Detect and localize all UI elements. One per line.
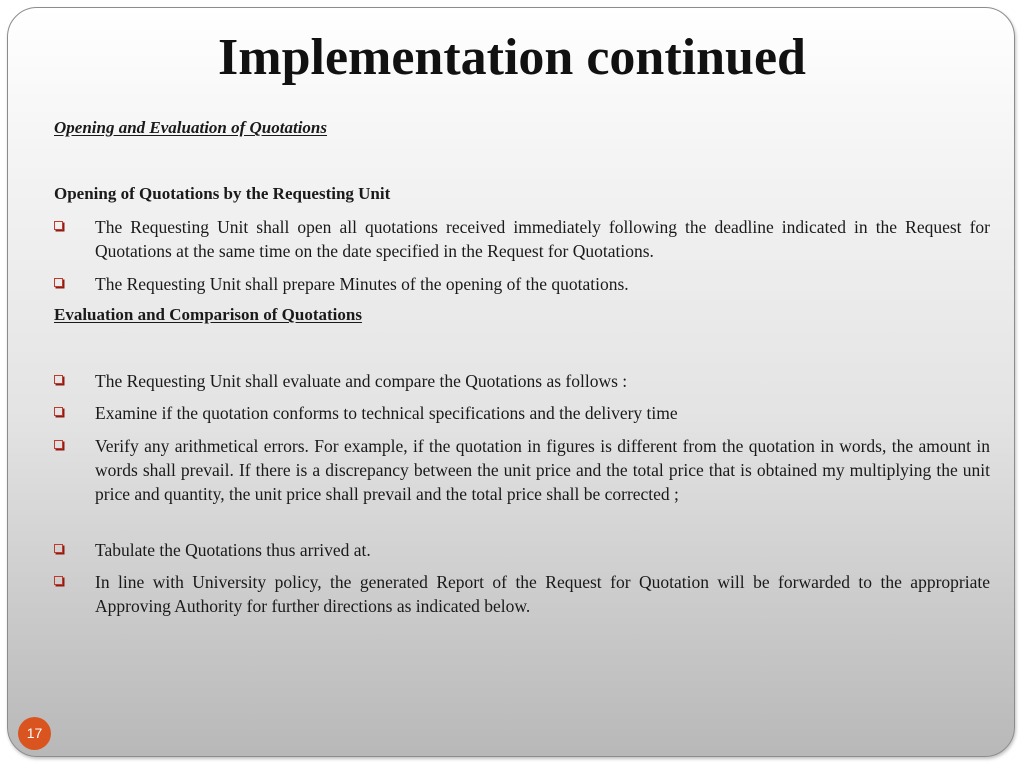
square-bullet-icon	[54, 576, 63, 585]
list-item-text: The Requesting Unit shall prepare Minutes of the opening of the quotations.	[95, 274, 629, 294]
slide-subtitle: Opening and Evaluation of Quotations	[54, 118, 328, 137]
list-item-text: The Requesting Unit shall evaluate and compare the Quotations as follows :	[95, 371, 628, 391]
square-bullet-icon	[54, 407, 63, 416]
section-heading-evaluation: Evaluation and Comparison of Quotations	[54, 305, 362, 324]
slide	[7, 7, 1015, 757]
list-item-text: Examine if the quotation conforms to technical specifications and the delivery time	[95, 403, 678, 423]
list-item-text: Tabulate the Quotations thus arrived at.	[95, 540, 371, 560]
square-bullet-icon	[54, 278, 63, 287]
square-bullet-icon	[54, 221, 63, 230]
list-item-text: Verify any arithmetical errors. For example, if the quotation in figures is different from the quotation in words, the amount in words shall prevail. If there is a discrepancy between the unit price and the total price that is obtained my multiplying the unit price and quantity, the unit price shall prevail and the total price shall be corrected ;	[95, 436, 990, 504]
page-number-badge: 17	[18, 717, 51, 750]
list-item	[54, 401, 990, 425]
list-item	[54, 434, 990, 506]
square-bullet-icon	[54, 375, 63, 384]
section-heading-opening: Opening of Quotations by the Requesting Unit	[54, 184, 391, 203]
list-item	[54, 369, 990, 393]
list-item	[54, 538, 990, 562]
list-item-text: The Requesting Unit shall open all quotations received immediately following the deadline indicated in the Request for Quotations at the same time on the date specified in the Request for Quotations.	[95, 217, 990, 261]
square-bullet-icon	[54, 440, 63, 449]
list-item	[54, 570, 990, 618]
list-item	[54, 272, 990, 296]
list-item	[54, 215, 990, 263]
list-item-text: In line with University policy, the generated Report of the Request for Quotation will be forwarded to the appropriate Approving Authority for further directions as indicated below.	[95, 572, 990, 616]
square-bullet-icon	[54, 544, 63, 553]
slide-title: Implementation continued	[218, 29, 806, 86]
